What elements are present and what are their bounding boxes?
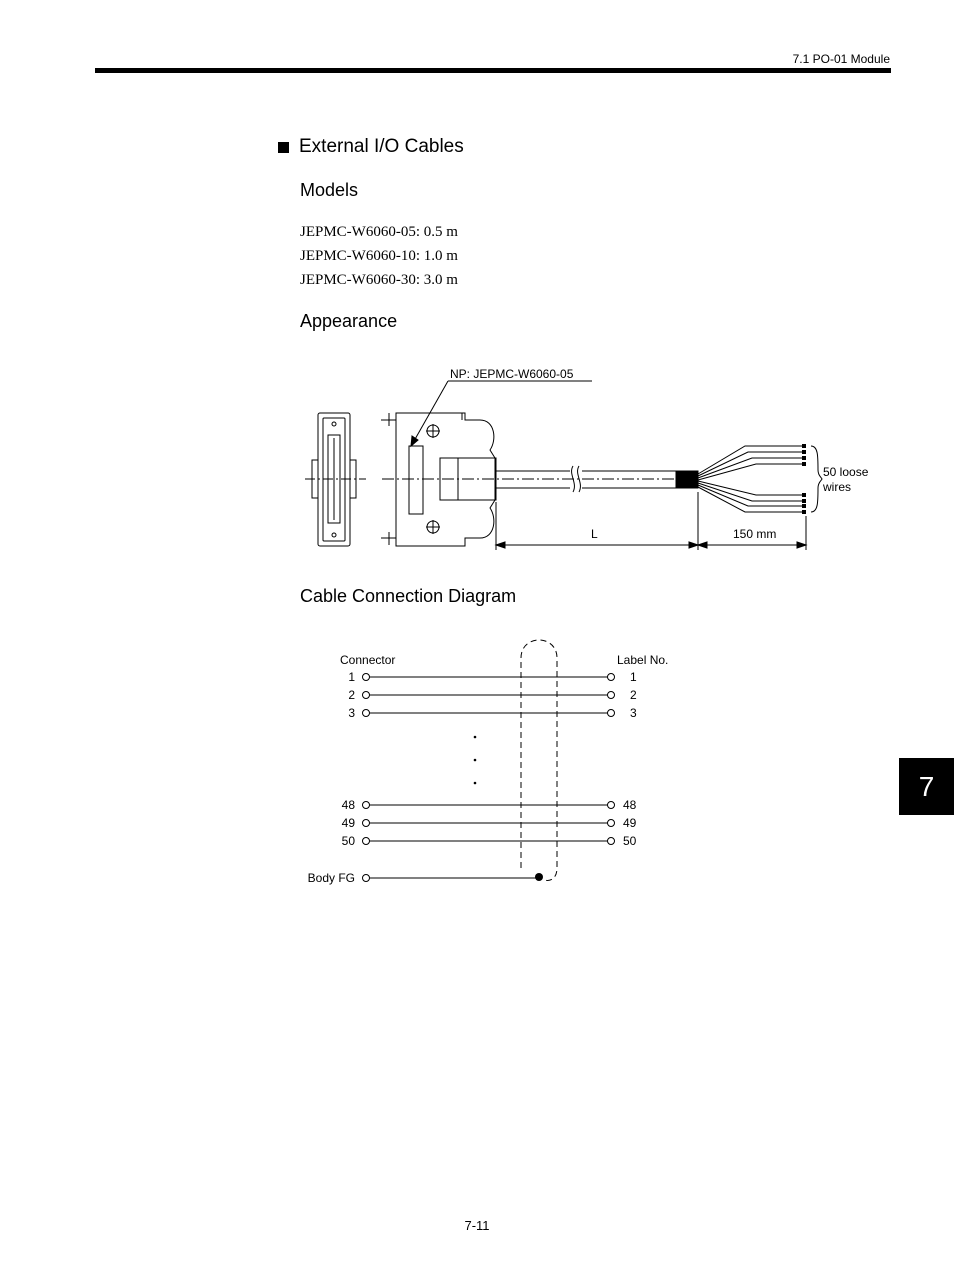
connector-pin-label: 48 <box>341 798 355 812</box>
wire-line <box>363 838 615 845</box>
label-number: 50 <box>623 834 637 848</box>
wire-length-label: 150 mm <box>733 527 777 541</box>
length-label: L <box>591 527 598 541</box>
cable-shield <box>521 640 557 880</box>
loose-wires-label: wires <box>823 480 852 494</box>
connector-pin-label: 50 <box>341 834 355 848</box>
ellipsis-dot <box>474 759 477 762</box>
label-number: 49 <box>623 816 637 830</box>
connector-pin-label: 49 <box>341 816 355 830</box>
label-number: 3 <box>630 706 637 720</box>
shield-junction-dot <box>535 873 543 881</box>
label-header: Label No. <box>617 653 669 667</box>
model-item: JEPMC-W6060-10: 1.0 m <box>300 248 458 264</box>
wire-line <box>363 710 615 717</box>
ellipsis-dot <box>474 782 477 785</box>
connector-header: Connector <box>340 653 396 667</box>
section-title-text: External I/O Cables <box>299 136 464 157</box>
page-number: 7-11 <box>464 1218 490 1233</box>
body-fg-wire <box>363 875 537 882</box>
header-section-title: 7.1 PO-01 Module <box>792 52 890 66</box>
connector-pin-label: 3 <box>348 706 355 720</box>
connector-pin-label: 2 <box>348 688 355 702</box>
nameplate-label: NP: JEPMC-W6060-05 <box>450 367 574 381</box>
label-number: 48 <box>623 798 637 812</box>
model-item: JEPMC-W6060-05: 0.5 m <box>300 224 458 240</box>
body-fg-label: Body FG <box>307 871 355 885</box>
connector-pin-label: 1 <box>348 670 355 684</box>
loose-wires-label: 50 loose <box>823 465 869 479</box>
wire-line <box>363 820 615 827</box>
connection-heading: Cable Connection Diagram <box>300 586 517 606</box>
ellipsis-dot <box>474 736 477 739</box>
models-heading: Models <box>300 180 359 200</box>
cable-end-sleeve <box>676 471 698 488</box>
loose-wires <box>698 446 802 512</box>
wire-line <box>363 674 615 681</box>
chapter-tab: 7 <box>899 758 954 815</box>
model-item: JEPMC-W6060-30: 3.0 m <box>300 272 458 288</box>
label-number: 2 <box>630 688 637 702</box>
wire-line <box>363 802 615 809</box>
wire-line <box>363 692 615 699</box>
cable-connection-diagram <box>0 620 954 900</box>
cable-appearance-diagram <box>0 0 954 620</box>
appearance-heading: Appearance <box>300 311 398 331</box>
label-number: 1 <box>630 670 637 684</box>
